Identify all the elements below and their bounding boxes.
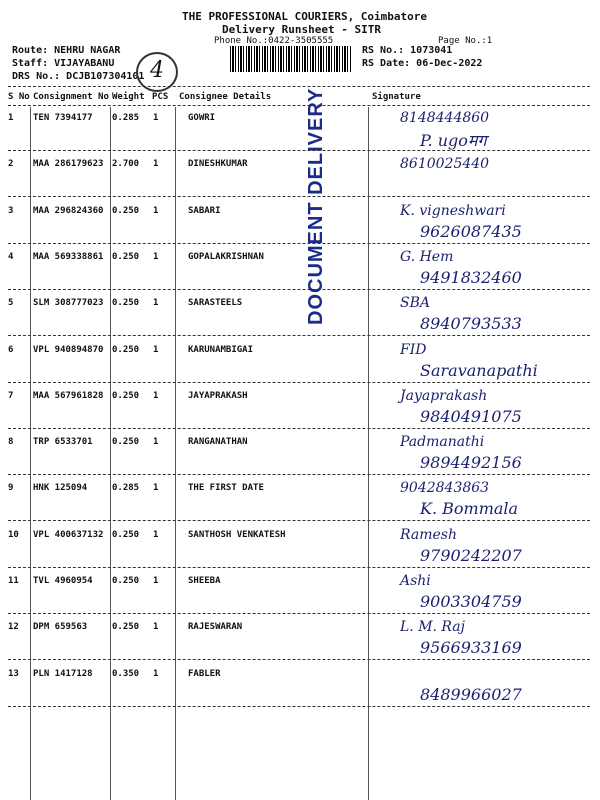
signature-phone: 9840491075: [420, 406, 522, 426]
row-consignment: HNK 125094: [33, 483, 88, 494]
row-consignee: FABLER: [188, 668, 221, 679]
row-consignee: JAYAPRAKASH: [188, 390, 248, 401]
row-consignment: PLN 1417128: [33, 668, 93, 679]
row-pcs: 1: [153, 205, 159, 216]
row-pcs: 1: [153, 159, 159, 170]
row-divider: [8, 428, 590, 429]
row-sno: 1: [8, 113, 14, 123]
rs-date: RS Date: 06-Dec-2022: [362, 58, 483, 69]
row-consignee: SARASTEELS: [188, 298, 243, 309]
header-divider-top: [8, 86, 590, 87]
row-consignment: SLM 308777023: [33, 298, 104, 309]
signature-phone: Saravanapathi: [420, 360, 538, 380]
col-weight: Weight: [112, 92, 145, 102]
row-sno: 3: [8, 205, 14, 216]
row-weight: 0.350: [112, 668, 140, 679]
row-weight: 0.250: [112, 390, 140, 401]
table-row: [0, 619, 600, 668]
row-consignee: SANTHOSH VENKATESH: [188, 529, 286, 540]
row-weight: 0.250: [112, 251, 140, 262]
row-pcs: 1: [153, 390, 159, 401]
page-number: Page No.:1: [438, 36, 493, 46]
row-weight: 0.250: [112, 576, 140, 586]
row-consignment: VPL 400637132: [33, 529, 104, 540]
row-pcs: 1: [153, 437, 159, 448]
row-sno: 13: [8, 668, 19, 679]
rs-number: RS No.: 1073041: [362, 45, 453, 56]
document-delivery-stamp: DOCUMENT DELIVERY: [305, 87, 327, 325]
row-divider: [8, 243, 590, 244]
staff: Staff: VIJAYABANU: [12, 58, 115, 69]
row-sno: 7: [8, 390, 14, 401]
row-weight: 0.250: [112, 437, 140, 448]
row-sno: 12: [8, 622, 19, 633]
company-name: THE PROFESSIONAL COURIERS, Coimbatore: [182, 10, 428, 23]
row-consignee: DINESHKUMAR: [188, 159, 248, 170]
row-pcs: 1: [153, 576, 159, 586]
row-divider: [8, 289, 590, 290]
row-divider: [8, 382, 590, 383]
phone-number: Phone No.:0422-3505555: [214, 36, 334, 46]
signature-handwriting: L. M. Raj: [400, 619, 465, 636]
col-signature: Signature: [372, 92, 421, 102]
signature-handwriting: 9042843863: [400, 480, 490, 497]
signature-handwriting: Padmanathi: [400, 434, 485, 451]
signature-phone: K. Bommala: [420, 499, 519, 519]
table-row: [0, 669, 600, 715]
row-sno: 10: [8, 529, 19, 540]
row-weight: 0.250: [112, 344, 140, 355]
row-pcs: 1: [153, 344, 159, 355]
signature-phone: 8940793533: [420, 314, 522, 334]
row-consignment: MAA 567961828: [33, 390, 104, 401]
row-consignment: VPL 940894870: [33, 344, 104, 355]
row-divider: [8, 196, 590, 197]
signature-handwriting: Ashi: [400, 573, 431, 589]
row-divider: [8, 706, 590, 707]
row-consignment: MAA 296824360: [33, 205, 104, 216]
row-weight: 0.285: [112, 113, 140, 123]
row-sno: 2: [8, 159, 14, 170]
col-sno: S No: [8, 92, 30, 102]
signature-phone: 9566933169: [420, 638, 522, 658]
row-consignee: RAJESWARAN: [188, 622, 243, 633]
table-row: [0, 156, 600, 205]
row-pcs: 1: [153, 298, 159, 309]
table-row: [0, 573, 600, 622]
row-sno: 9: [8, 483, 14, 494]
table-row: [0, 480, 600, 529]
row-consignee: THE FIRST DATE: [188, 483, 264, 494]
col-consignee: Consignee Details: [179, 92, 272, 102]
signature-handwriting: Ramesh: [400, 526, 457, 543]
row-sno: 11: [8, 576, 19, 586]
table-row: [0, 248, 600, 298]
table-row: [0, 295, 600, 344]
table-row: [0, 387, 600, 437]
col-pcs: PCS: [152, 92, 169, 102]
row-consignee: GOPALAKRISHNAN: [188, 251, 264, 262]
row-consignment: MAA 286179623: [33, 159, 104, 170]
drs-number: DRS No.: DCJB107304101: [12, 71, 145, 82]
route: Route: NEHRU NAGAR: [12, 45, 121, 56]
row-consignee: SABARI: [188, 205, 221, 216]
document-title: Delivery Runsheet - SITR: [222, 23, 381, 36]
row-consignment: TVL 4960954: [33, 576, 93, 586]
signature-handwriting: G. Hem: [400, 248, 454, 265]
signature-handwriting: FID: [400, 341, 427, 358]
row-weight: 0.250: [112, 529, 140, 540]
barcode: [230, 46, 352, 72]
row-consignment: MAA 569338861: [33, 251, 104, 262]
row-consignment: TRP 6533701: [33, 437, 93, 448]
table-row: [0, 434, 600, 483]
row-sno: 5: [8, 298, 14, 309]
row-pcs: 1: [153, 622, 159, 633]
row-consignment: TEN 7394177: [33, 113, 93, 123]
row-sno: 8: [8, 437, 14, 448]
signature-phone: 8489966027: [420, 684, 522, 704]
row-weight: 0.285: [112, 483, 140, 494]
signature-handwriting: 8610025440: [400, 156, 490, 173]
row-divider: [8, 520, 590, 521]
row-weight: 0.250: [112, 622, 140, 633]
row-weight: 0.250: [112, 298, 140, 309]
signature-phone: 9790242207: [420, 545, 522, 565]
row-weight: 2.700: [112, 159, 140, 170]
row-consignee: GOWRI: [188, 113, 216, 123]
signature-phone: 9491832460: [420, 267, 522, 287]
row-divider: [8, 659, 590, 660]
signature-phone: 9626087435: [420, 221, 522, 241]
row-consignee: RANGANATHAN: [188, 437, 248, 448]
row-pcs: 1: [153, 483, 159, 494]
signature-phone: 9894492156: [420, 453, 522, 473]
signature-handwriting: Jayaprakash: [400, 387, 488, 404]
row-consignee: SHEEBA: [188, 576, 221, 586]
row-consignee: KARUNAMBIGAI: [188, 344, 254, 355]
signature-handwriting: SBA: [400, 295, 430, 312]
row-divider: [8, 567, 590, 568]
header-divider-bottom: [8, 105, 590, 106]
circled-mark: 4: [136, 52, 178, 92]
signature-phone: P. ugoमग: [420, 131, 487, 150]
table-row: [0, 341, 600, 391]
row-weight: 0.250: [112, 205, 140, 216]
table-row: [0, 526, 600, 576]
row-pcs: 1: [153, 668, 159, 679]
col-consignment: Consignment No: [33, 92, 109, 102]
signature-phone: 9003304759: [420, 592, 522, 611]
row-divider: [8, 335, 590, 336]
row-sno: 4: [8, 251, 14, 262]
row-pcs: 1: [153, 251, 159, 262]
row-divider: [8, 613, 590, 614]
table-row: [0, 202, 600, 252]
row-pcs: 1: [153, 529, 159, 540]
signature-handwriting: 8148444860: [400, 110, 490, 126]
row-pcs: 1: [153, 113, 159, 123]
row-divider: [8, 474, 590, 475]
row-consignment: DPM 659563: [33, 622, 88, 633]
row-sno: 6: [8, 344, 14, 355]
table-row: [0, 110, 600, 159]
signature-handwriting: K. vigneshwari: [400, 202, 506, 219]
row-divider: [8, 150, 590, 151]
